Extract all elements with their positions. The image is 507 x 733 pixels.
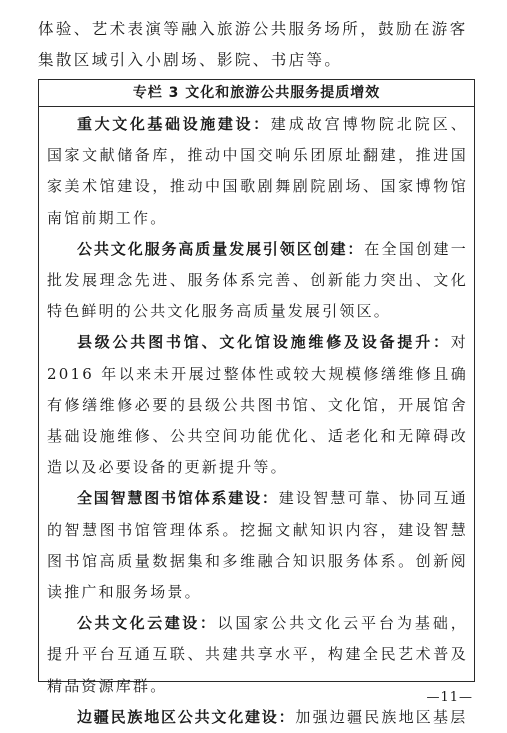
item-heading: 重大文化基础设施建设： xyxy=(77,115,271,133)
item-heading: 边疆民族地区公共文化建设： xyxy=(77,707,296,726)
item-county-library-upgrade xyxy=(47,327,468,483)
item-culture-cloud xyxy=(47,608,468,702)
intro-paragraph: 体验、艺术表演等融入旅游公共服务场所，鼓励在游客集散区域引入小剧场、影院、书店等。 xyxy=(38,20,468,69)
page-number: —11— xyxy=(426,690,473,705)
item-text: 对 2016 年以来未开展过整体性或较大规模修缮维修且确有修缮维修必要的县级公共图书馆、文化馆，开展馆舍基础设施维修、公共空间功能优化、适老化和无障碍改造以及必要设备的更新提升等。 xyxy=(47,333,468,477)
feature-box-body xyxy=(39,107,474,733)
item-text: 以国家公共文化云平台为基础，提升平台互通互联、共建共享水平，构建全民艺术普及精品资源库群。 xyxy=(47,614,468,695)
item-leading-zone xyxy=(47,234,468,328)
item-border-regions xyxy=(47,702,468,733)
item-text: 在全国创建一批发展理念先进、服务体系完善、创新能力突出、文化特色鲜明的公共文化服务高质量发展引领区。 xyxy=(47,239,468,321)
feature-box-title: 专栏 3 文化和旅游公共服务提质增效 xyxy=(39,80,474,107)
item-text: 建设智慧可靠、协同互通的智慧图书馆管理体系。挖掘文献知识内容，建设智慧图书馆高质量数据集和多维融合知识服务体系。创新阅读推广和服务场景。 xyxy=(47,489,469,602)
item-text: 加强边疆民族地区基层 xyxy=(295,707,468,726)
item-major-facilities xyxy=(47,109,468,234)
item-heading: 全国智慧图书馆体系建设： xyxy=(77,489,279,508)
item-smart-library xyxy=(47,483,468,608)
item-heading: 县级公共图书馆、文化馆设施维修及设备提升： xyxy=(77,333,451,352)
item-heading: 公共文化云建设： xyxy=(77,614,218,633)
item-heading: 公共文化服务高质量发展引领区创建： xyxy=(77,239,365,258)
item-text: 建成故宫博物院北院区、国家文献储备库，推动中国交响乐团原址翻建，推进国家美术馆建设，推动中国歌剧舞剧院剧场、国家博物馆南馆前期工作。 xyxy=(47,115,468,227)
